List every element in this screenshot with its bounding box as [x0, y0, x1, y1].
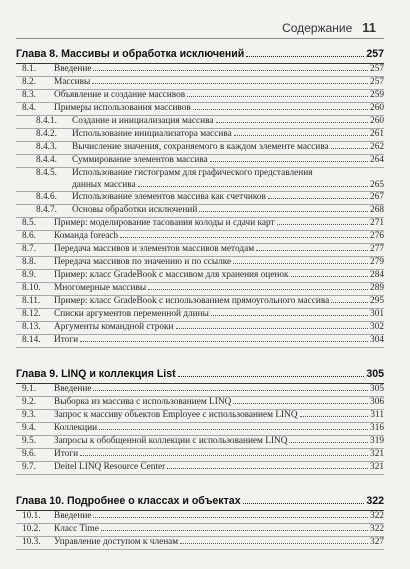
chapter-heading[interactable] — [16, 362, 384, 381]
section-number: 8.9. — [22, 270, 36, 280]
section-title: Управление доступом к членам — [54, 537, 179, 547]
toc-subsection[interactable] — [16, 168, 384, 192]
section-title: Запрос к массиву объектов Employee с использованием LINQ — [54, 410, 298, 420]
section-title: Суммирование элементов массива — [72, 155, 208, 165]
section-page: 262 — [370, 142, 384, 152]
section-page: 316 — [370, 423, 384, 433]
toc-section[interactable] — [16, 64, 384, 77]
section-title: Пример: моделирование тасования колоды и сдачи карт — [54, 218, 275, 228]
section-page: 319 — [370, 436, 384, 446]
leader-dots — [233, 263, 368, 264]
section-page: 301 — [370, 309, 384, 319]
section-number: 8.3. — [22, 90, 36, 100]
chapter-title: Глава 8. Массивы и обработка исключений — [16, 48, 245, 60]
leader-dots — [289, 442, 368, 443]
toc-section[interactable] — [16, 397, 384, 410]
section-number: 10.3. — [22, 537, 41, 547]
leader-dots — [211, 315, 368, 316]
toc-section[interactable] — [16, 244, 384, 257]
toc-section[interactable] — [16, 309, 384, 322]
section-page: 277 — [370, 244, 384, 254]
toc-section[interactable] — [16, 511, 384, 524]
section-page: 260 — [370, 103, 384, 113]
leader-dots — [331, 302, 368, 303]
section-number: 8.5. — [22, 218, 36, 228]
toc-section[interactable] — [16, 384, 384, 397]
section-title: Deitel LINQ Resource Center — [54, 462, 166, 472]
section-page: 321 — [370, 462, 384, 472]
section-number: 8.4.3. — [36, 142, 57, 152]
section-number: 9.3. — [22, 410, 36, 420]
leader-dots — [80, 455, 368, 456]
section-title: Коллекции — [54, 423, 98, 433]
section-page: 295 — [370, 296, 384, 306]
leader-dots — [256, 250, 368, 251]
toc-section[interactable] — [16, 90, 384, 103]
leader-dots — [246, 56, 364, 57]
leader-dots — [193, 109, 368, 110]
toc-section[interactable] — [16, 410, 384, 423]
leader-dots — [176, 328, 369, 329]
section-page: 257 — [370, 64, 384, 74]
section-page: 289 — [370, 283, 384, 293]
toc-subsection[interactable] — [16, 129, 384, 142]
leader-dots — [277, 224, 368, 225]
toc-section[interactable] — [16, 77, 384, 90]
leader-dots — [93, 70, 368, 71]
section-page: 284 — [370, 270, 384, 280]
section-title: Многомерные массивы — [54, 283, 147, 293]
header-rule — [16, 38, 384, 39]
section-number: 8.8. — [22, 257, 36, 267]
section-title-continued: данных массива — [72, 179, 136, 190]
chapter-page: 257 — [366, 48, 384, 60]
leader-dots — [291, 276, 369, 277]
leader-dots — [243, 503, 365, 504]
section-page: 271 — [370, 218, 384, 228]
toc-section[interactable] — [16, 231, 384, 244]
section-number: 8.4.4. — [36, 155, 57, 165]
section-title: Введение — [54, 64, 92, 74]
section-title: Пример: класс GradeBook с использованием прямоугольного массива — [54, 296, 330, 306]
leader-dots — [331, 148, 368, 149]
section-number: 8.10. — [22, 283, 41, 293]
page-number: 11 — [362, 20, 376, 35]
section-title: Объявление и создание массивов — [54, 90, 186, 100]
leader-dots — [148, 289, 368, 290]
chapter-title: Глава 10. Подробнее о классах и объектах — [16, 495, 241, 507]
section-page: 305 — [370, 384, 384, 394]
toc-section[interactable] — [16, 283, 384, 296]
section-number: 8.11. — [22, 296, 41, 306]
section-number: 10.2. — [22, 524, 41, 534]
leader-dots — [167, 468, 368, 469]
toc-section[interactable] — [16, 335, 384, 348]
toc-subsection[interactable] — [16, 192, 384, 205]
section-title: Выборка из массива с использованием LINQ — [54, 397, 232, 407]
section-page: 304 — [370, 335, 384, 345]
leader-dots — [234, 135, 368, 136]
section-number: 8.6. — [22, 231, 36, 241]
section-page: 321 — [370, 449, 384, 459]
section-title: Запросы к обобщенной коллекции с использованием LINQ — [54, 436, 288, 446]
leader-dots — [268, 198, 368, 199]
leader-dots — [210, 161, 368, 162]
section-number: 8.14. — [22, 335, 41, 345]
section-number: 8.12. — [22, 309, 41, 319]
section-title: Введение — [54, 511, 92, 521]
section-number: 8.4.6. — [36, 192, 57, 202]
section-number: 9.7. — [22, 462, 36, 472]
section-title: Использование элементов массива как счетчиков — [72, 192, 266, 202]
toc-subsection[interactable] — [16, 155, 384, 168]
leader-dots — [187, 96, 368, 97]
toc-section[interactable] — [16, 270, 384, 283]
section-title: Передача массивов и элементов массивов методам — [54, 244, 255, 254]
section-number: 8.1. — [22, 64, 36, 74]
section-page: 306 — [370, 397, 384, 407]
toc-section[interactable] — [16, 436, 384, 449]
section-page: 322 — [370, 524, 384, 534]
leader-dots — [216, 122, 369, 123]
chapter-heading[interactable] — [16, 489, 384, 508]
toc-section[interactable] — [16, 218, 384, 231]
section-number: 9.5. — [22, 436, 36, 446]
section-number: 8.4. — [22, 103, 36, 113]
leader-dots — [92, 83, 368, 84]
toc-subsection[interactable] — [16, 205, 384, 218]
toc-section[interactable] — [16, 423, 384, 436]
section-number: 8.13. — [22, 322, 41, 332]
section-page: 259 — [370, 90, 384, 100]
chapter-heading[interactable] — [16, 42, 384, 61]
running-head — [282, 20, 376, 35]
section-title: Пример: класс GradeBook с массивом для хранения оценок — [54, 270, 289, 280]
section-page: 261 — [370, 129, 384, 139]
leader-dots — [233, 403, 368, 404]
section-page: 302 — [370, 322, 384, 332]
section-number: 8.4.7. — [36, 205, 57, 215]
section-title: Команда foreach — [54, 231, 119, 241]
section-page: 322 — [370, 511, 384, 521]
toc-section[interactable] — [16, 103, 384, 116]
leader-dots — [93, 517, 368, 518]
leader-dots — [300, 416, 369, 417]
toc-subsection[interactable] — [16, 116, 384, 129]
leader-dots — [120, 237, 368, 238]
section-title: Основы обработки исключений — [72, 205, 198, 215]
section-title: Примеры использования массивов — [54, 103, 191, 113]
section-title: Итоги — [54, 449, 79, 459]
toc-section[interactable] — [16, 449, 384, 462]
toc-subsection[interactable] — [16, 142, 384, 155]
leader-dots — [180, 543, 368, 544]
section-page: 264 — [370, 155, 384, 165]
section-page: 279 — [370, 257, 384, 267]
section-number: 8.2. — [22, 77, 36, 87]
toc-section[interactable] — [16, 257, 384, 270]
section-title: Итоги — [54, 335, 79, 345]
section-title: Создание и инициализация массива — [72, 116, 214, 126]
section-number: 9.4. — [22, 423, 36, 433]
section-page: 311 — [370, 410, 384, 420]
toc-section[interactable] — [16, 462, 384, 475]
section-number: 8.4.1. — [36, 116, 57, 126]
toc-section[interactable] — [16, 322, 384, 335]
table-of-contents — [16, 42, 384, 550]
leader-dots — [99, 429, 368, 430]
leader-dots — [178, 376, 365, 377]
section-page: 327 — [370, 537, 384, 547]
leader-dots — [199, 211, 368, 212]
toc-section[interactable] — [16, 537, 384, 550]
section-page: 260 — [370, 116, 384, 126]
leader-dots — [101, 530, 368, 531]
toc-section[interactable] — [16, 524, 384, 537]
section-page: 268 — [370, 205, 384, 215]
chapter-page: 322 — [366, 495, 384, 507]
section-title: Массивы — [54, 77, 91, 87]
section-number: 8.7. — [22, 244, 36, 254]
section-page: 267 — [370, 192, 384, 202]
toc-section[interactable] — [16, 296, 384, 309]
chapter-page: 305 — [366, 368, 384, 380]
section-title: Содержание — [282, 21, 353, 35]
section-page: 276 — [370, 231, 384, 241]
leader-dots — [93, 390, 368, 391]
chapter-title: Глава 9. LINQ и коллекция List — [16, 368, 176, 380]
section-number: 9.2. — [22, 397, 36, 407]
section-number: 9.6. — [22, 449, 36, 459]
section-title: Введение — [54, 384, 92, 394]
section-title: Аргументы командной строки — [54, 322, 174, 332]
section-title: Вычисление значения, сохраняемого в каждом элементе массива — [72, 142, 329, 152]
section-page: 265 — [370, 179, 384, 190]
section-title: Класс Time — [54, 524, 99, 534]
section-title: Использование гистограмм для графического представления — [72, 168, 313, 178]
section-number: 8.4.5. — [36, 168, 57, 178]
section-number: 8.4.2. — [36, 129, 57, 139]
section-title: Списки аргументов переменной длины — [54, 309, 209, 319]
section-number: 9.1. — [22, 384, 36, 394]
section-number: 10.1. — [22, 511, 41, 521]
section-title: Передача массивов по значению и по ссылке — [54, 257, 232, 267]
leader-dots — [138, 186, 368, 187]
section-page: 257 — [370, 77, 384, 87]
leader-dots — [80, 341, 368, 342]
section-title: Использование инициализатора массива — [72, 129, 232, 139]
